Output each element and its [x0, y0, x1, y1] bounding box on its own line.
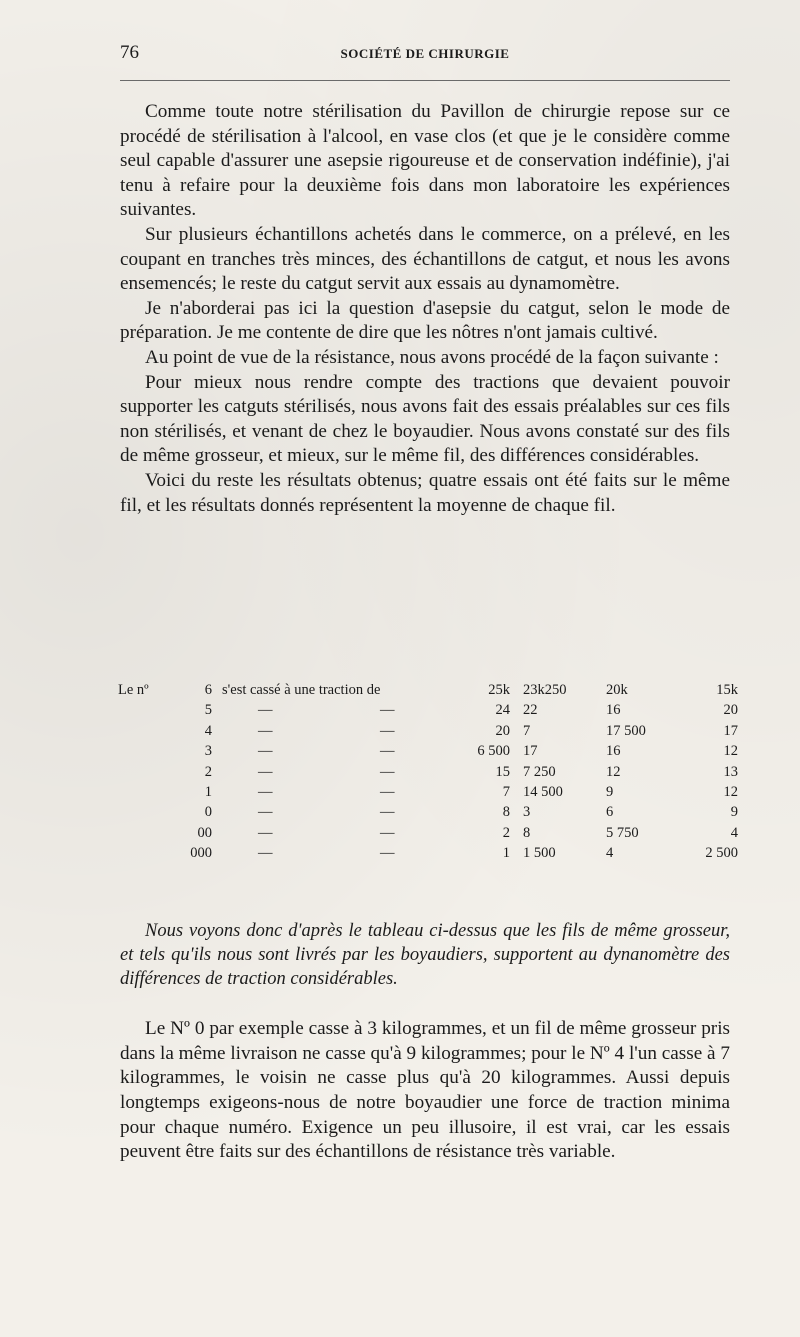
ditto-mark: — — [258, 804, 273, 821]
paragraph: Voici du reste les résultats obtenus; quatre essais ont été faits sur le même fil, et les résultats donnés représentent la moyenne de chaque fil. — [120, 469, 730, 516]
trial-4-value: 2 500 — [705, 845, 738, 862]
trial-2-value: 7 250 — [523, 763, 556, 780]
paragraph: Comme toute notre stérilisation du Pavillon de chirurgie repose sur ce procédé de stérilisation à l'alcool, en vase clos (et que je le considère comme seul capable d'assurer une asepsie rigoureuse et de conservation indéfinie), j'ai tenu à refaire pour la deuxième fois dans mon laboratoire les expériences suivantes. — [120, 101, 730, 221]
ditto-mark: — — [258, 783, 273, 800]
ditto-mark: — — [380, 702, 395, 719]
body-text — [120, 100, 730, 518]
ditto-mark: — — [380, 722, 395, 739]
table-row — [118, 682, 738, 702]
trial-4-value: 9 — [730, 804, 738, 821]
table-row — [118, 702, 738, 722]
trial-3-value: 17 500 — [606, 722, 646, 739]
wire-number: 00 — [197, 824, 212, 841]
wire-number: 6 — [204, 682, 212, 698]
wire-number: 2 — [204, 763, 212, 780]
trial-2-value: 7 — [523, 722, 531, 739]
table-row — [118, 845, 738, 865]
ditto-mark: — — [258, 824, 273, 841]
table-row — [118, 743, 738, 763]
wire-number: 3 — [204, 743, 212, 760]
trial-1-value: 15 — [495, 763, 510, 780]
ditto-mark: — — [380, 845, 395, 862]
trial-1-value: 20 — [495, 722, 510, 739]
wire-number: 000 — [190, 845, 212, 862]
paragraph: Au point de vue de la résistance, nous avons procédé de la façon suivante : — [145, 346, 719, 368]
ditto-mark: — — [380, 824, 395, 841]
trial-4-value: 12 — [723, 783, 738, 800]
trial-4-value: 17 — [723, 722, 738, 739]
trial-1-value: 24 — [495, 702, 510, 719]
ditto-mark: — — [380, 804, 395, 821]
table-row — [118, 723, 738, 743]
trial-1-value: 7 — [502, 783, 510, 800]
trial-3-value: 20k — [606, 682, 628, 698]
trial-1-value: 2 — [502, 824, 510, 841]
running-title: SOCIÉTÉ DE CHIRURGIE — [340, 46, 510, 61]
ditto-mark: — — [258, 763, 273, 780]
trial-2-value: 17 — [523, 743, 538, 760]
trial-1-value: 8 — [502, 804, 510, 821]
final-paragraph: Le Nº 0 par exemple casse à 3 kilogrammes, et un fil de même grosseur pris dans la même livraison ne casse qu'à 9 kilogrammes; pour le Nº 4 l'un casse à 7 kilogrammes, le voisin ne casse plus qu'à 20 kilogrammes. Aussi depuis longtemps exigeons-nous de notre boyaudier une force de traction minima pour chaque numéro. Exigence un peu illusoire, il est vrai, car les essais peuvent être faits sur des échantillons de résistance très variable. — [120, 1018, 730, 1163]
conclusion-paragraph: Nous voyons donc d'après le tableau ci-dessus que les fils de même grosseur, et tels qu'ils nous sont livrés par les boyaudiers, supportent au dynanomètre des différences de traction considérables. — [120, 920, 730, 989]
trial-3-value: 16 — [606, 743, 621, 760]
table-row — [118, 784, 738, 804]
table-row — [118, 764, 738, 784]
trial-3-value: 12 — [606, 763, 621, 780]
ditto-mark: — — [380, 763, 395, 780]
row-label: Le nº — [118, 682, 149, 698]
trial-2-value: 14 500 — [523, 783, 563, 800]
trial-3-value: 5 750 — [606, 824, 639, 841]
trial-4-value: 15k — [716, 682, 738, 698]
trial-2-value: 23k250 — [523, 682, 567, 698]
table-row — [118, 804, 738, 824]
trial-3-value: 9 — [606, 783, 614, 800]
ditto-mark: — — [380, 743, 395, 760]
trial-3-value: 6 — [606, 804, 614, 821]
wire-number: 1 — [204, 783, 212, 800]
page-number: 76 — [120, 42, 139, 63]
paragraph: Sur plusieurs échantillons achetés dans le commerce, on a prélevé, en les coupant en tranches très minces, des échantillons de catgut, et nous les avons ensemencés; le reste du catgut servit aux essais au dynamomètre. — [120, 223, 730, 295]
trial-2-value: 22 — [523, 702, 538, 719]
ditto-mark: — — [258, 722, 273, 739]
traction-table — [118, 682, 738, 866]
trial-3-value: 16 — [606, 702, 621, 719]
trial-4-value: 20 — [723, 702, 738, 719]
ditto-mark: — — [258, 702, 273, 719]
trial-2-value: 3 — [523, 804, 531, 821]
wire-number: 5 — [204, 702, 212, 719]
trial-1-value: 1 — [502, 845, 510, 862]
ditto-mark: — — [258, 743, 273, 760]
trial-4-value: 4 — [730, 824, 738, 841]
trial-1-value: 25k — [488, 682, 510, 698]
table-row — [118, 825, 738, 845]
ditto-mark: — — [380, 783, 395, 800]
wire-number: 0 — [204, 804, 212, 821]
trial-2-value: 1 500 — [523, 845, 556, 862]
paragraph: Je n'aborderai pas ici la question d'asepsie du catgut, selon le mode de préparation. Je me contente de dire que les nôtres n'ont jamais cultivé. — [120, 297, 730, 344]
row-phrase: s'est cassé à une traction de — [222, 682, 381, 698]
ditto-mark: — — [258, 845, 273, 862]
header-rule — [120, 80, 730, 81]
paragraph: Pour mieux nous rendre compte des tractions que devaient pouvoir supporter les catguts stérilisés, nous avons fait des essais préalables sur ces fils non stérilisés, et venant de chez le boyaudier. Nous avons constaté sur des fils de même grosseur, et mieux, sur le même fil, des différences considérables. — [120, 371, 730, 467]
wire-number: 4 — [204, 722, 212, 739]
page-header — [120, 42, 730, 72]
trial-2-value: 8 — [523, 824, 531, 841]
trial-4-value: 13 — [723, 763, 738, 780]
trial-3-value: 4 — [606, 845, 614, 862]
trial-1-value: 6 500 — [477, 743, 510, 760]
trial-4-value: 12 — [723, 743, 738, 760]
